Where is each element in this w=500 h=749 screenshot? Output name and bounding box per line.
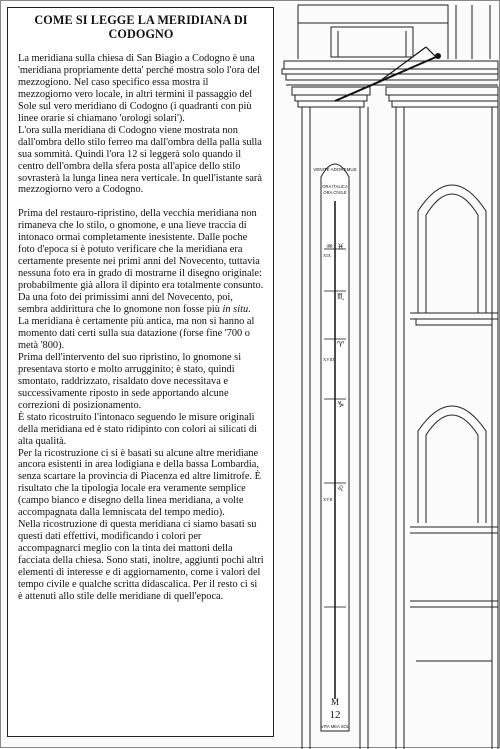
zodiac-aries: ♈: [337, 340, 345, 349]
facade-svg: [276, 1, 500, 749]
sundial-line-1: ORA ITALICA: [322, 184, 348, 189]
zodiac-capricorn: ♑: [337, 400, 345, 409]
top-cornice-block: [298, 5, 448, 23]
facade-drawing: [276, 1, 500, 749]
paragraph-3: [18, 208, 264, 316]
sundial-panel: [313, 164, 356, 731]
paragraph-1: La meridiana sulla chiesa di San Biagio a Codogno è una 'meridiana propriamente detta' perché mostra solo l'ora del mezzogiono. Nel caso specifico essa mostra il mezzogiorno vero locale, in altri termini il passaggio del Sole sul vero meridiano di Codogno (i quadranti con più linee orarie si chiamano 'orologi solari').: [18, 53, 260, 124]
paragraph-2: L'ora sulla meridiana di Codogno viene mostrata non dall'ombra dello stilo ferreo ma dall'ombra della palla sulla sua sommità. Quindi l'ora 12 si leggerà solo quando il centro dell'ombra della sfera posta all'apice dello stilo sovrasterà la lunga linea nera verticale. In quell'istante sarà mezzogiorno vero a Codogno.: [18, 124, 262, 196]
title-line-1: COME SI LEGGE LA MERIDIANA DI: [34, 13, 248, 27]
bottom-letter: M: [330, 697, 340, 707]
capital-right: [386, 87, 498, 95]
bottom-number: 12: [329, 709, 341, 721]
title-line-2: CODOGNO: [108, 27, 174, 41]
zodiac-pisces: ♓: [337, 242, 345, 251]
sundial-top-text: VENITE ADOREMUS: [313, 167, 357, 172]
hour-label-xix: XIX: [323, 253, 331, 258]
zodiac-aquarius: ♒: [326, 242, 334, 251]
paragraph-7: Per la ricostruzione ci si è basati su alcune altre meridiane ancora esistenti in area lodigiana e della bassa Lombardia, senza scartare la provincia di Piacenza ed altre limitrofe. È risultato che la tipologia locale era veramente semplice (campo bianco e disegno della linea meridiana, a volte accompagnata dalla lemniscata del tempo medio).: [18, 447, 261, 519]
niche-arch-lower: [418, 406, 486, 523]
document-title: [18, 13, 264, 41]
niche-arch-upper: [418, 185, 486, 313]
tower-recess: [331, 27, 413, 57]
text-panel: [7, 7, 274, 737]
in-situ-italic: in situ: [222, 304, 249, 316]
hour-label-xvii: XVII: [323, 497, 333, 502]
paragraph-6: È stato ricostruito l'intonaco seguendo le misure originali della meridiana ed è stato ridipinto con colori ai silicati di alta qualità.: [18, 411, 257, 447]
paragraph-3-text: Prima del restauro-ripristino, della vecchia meridiana non rimaneva che lo stilo, o gnomone, e una lieve traccia di intonaco ormai completamente inesistente. Dalle poche foto d'epoca si è potuto verificare che la meridiana era certamente presente nei primi anni del Novecento, tuttavia nessuna foto era in grado di mostrarne il disegno originale: probabilmente già allora il dipinto era totalmente consunto. Da una foto dei primissimi anni del Novecento, poi, sembra addirittura che lo gnomone non fosse più: [18, 208, 264, 316]
gnomon-ball: [436, 54, 441, 59]
paragraph-3-end: .: [248, 304, 251, 316]
paragraph-5: Prima dell'intervento del suo ripristino, lo gnomone si presentava storto e molto arrugginito; è stato, quindi smontato, raddrizzato, risaldato dove necessitava e successivamente riposto in sede apportando alcune correzioni di posizionamento.: [18, 351, 242, 411]
zodiac-scorpio: ♏: [337, 292, 345, 301]
paragraph-8: Nella ricostruzione di questa meridiana ci siamo basati su questi dati effettivi, modificando i colori per accompagnarci meglio con la tinta dei mattoni della facciata della chiesa. Sono stati, inoltre, aggiunti pochi altri elementi di interesse e di aggiornamento, come i valori del tempo civile e qualche scritta didascalica. Per il resto ci si è attenuti allo stile delle meridiane di quell'epoca.: [18, 519, 264, 602]
paragraph-4: La meridiana è certamente più antica, ma non si hanno al momento dati certi sulla sua datazione (forse fine '700 o metà '800).: [18, 316, 255, 351]
main-cornice: [284, 61, 498, 69]
zodiac-leo: ♌: [337, 484, 345, 493]
bottom-caption: VITA MEA SOL: [320, 724, 350, 729]
hour-label-xviii: XVIII: [323, 357, 334, 362]
sundial-line-2: ORA CIVILE: [323, 190, 347, 195]
